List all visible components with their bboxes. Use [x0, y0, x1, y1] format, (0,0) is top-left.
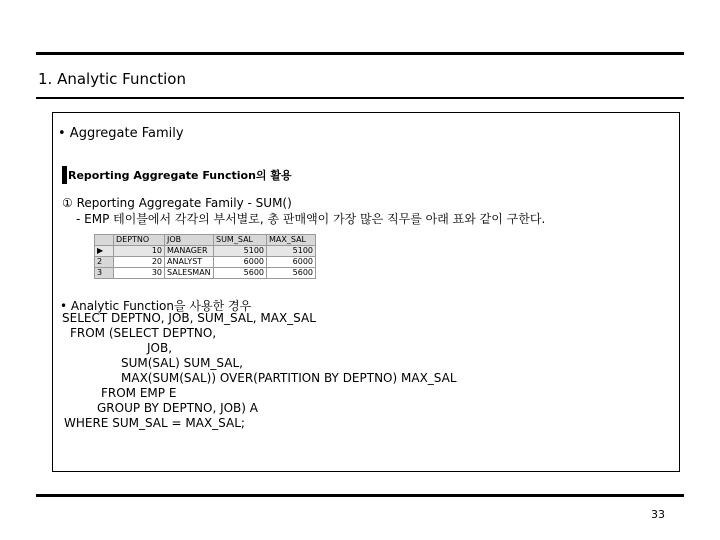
- grid-cell-sum-sal: 5600: [214, 268, 267, 279]
- item-line: ① Reporting Aggregate Family - SUM(): [62, 196, 292, 210]
- sql-line: GROUP BY DEPTNO, JOB) A: [97, 401, 258, 415]
- sql-line: WHERE SUM_SAL = MAX_SAL;: [64, 416, 245, 430]
- title-rule: [36, 97, 684, 99]
- grid-header-job: JOB: [165, 235, 214, 246]
- sql-line: FROM EMP E: [101, 386, 177, 400]
- slide-title: 1. Analytic Function: [38, 70, 186, 88]
- grid-cell-deptno: 30: [114, 268, 165, 279]
- sql-line: FROM (SELECT DEPTNO,: [70, 326, 217, 340]
- grid-cell-job: ANALYST: [165, 257, 214, 268]
- top-rule: [36, 52, 684, 55]
- grid-cell-deptno: 10: [114, 246, 165, 257]
- grid-header-sum-sal: SUM_SAL: [214, 235, 267, 246]
- section-heading-text: Reporting Aggregate Function의 활용: [68, 169, 292, 182]
- grid-cell-sum-sal: 5100: [214, 246, 267, 257]
- section-heading: [62, 166, 292, 184]
- row-number: 2: [95, 257, 114, 268]
- sql-line: JOB,: [147, 341, 173, 355]
- bottom-rule: [36, 494, 684, 497]
- grid-row: [95, 257, 316, 268]
- row-indicator-icon: ▶: [95, 246, 114, 257]
- row-number: 3: [95, 268, 114, 279]
- sql-line: MAX(SUM(SAL)) OVER(PARTITION BY DEPTNO) MAX_SAL: [121, 371, 457, 385]
- sql-line: SELECT DEPTNO, JOB, SUM_SAL, MAX_SAL: [62, 311, 316, 325]
- grid-cell-max-sal: 6000: [267, 257, 316, 268]
- grid-header-deptno: DEPTNO: [114, 235, 165, 246]
- bullet-aggregate-family: • Aggregate Family: [58, 126, 184, 141]
- grid-header-max-sal: MAX_SAL: [267, 235, 316, 246]
- heading-marker-icon: [62, 166, 67, 184]
- bullet-analytic-function: • Analytic Function을 사용한 경우: [60, 299, 252, 313]
- sql-line: SUM(SAL) SUM_SAL,: [121, 356, 243, 370]
- grid-header-row: [95, 235, 316, 246]
- grid-cell-job: MANAGER: [165, 246, 214, 257]
- grid-cell-sum-sal: 6000: [214, 257, 267, 268]
- grid-cell-max-sal: 5100: [267, 246, 316, 257]
- item-description: - EMP 테이블에서 각각의 부서별로, 총 판매액이 가장 많은 직무를 아래 표와 같이 구한다.: [76, 212, 546, 226]
- result-grid: [94, 234, 316, 279]
- grid-cell-job: SALESMAN: [165, 268, 214, 279]
- grid-cell-deptno: 20: [114, 257, 165, 268]
- grid-row: [95, 268, 316, 279]
- grid-row: [95, 246, 316, 257]
- grid-corner-cell: [95, 235, 114, 246]
- grid-cell-max-sal: 5600: [267, 268, 316, 279]
- page-number: 33: [651, 508, 665, 521]
